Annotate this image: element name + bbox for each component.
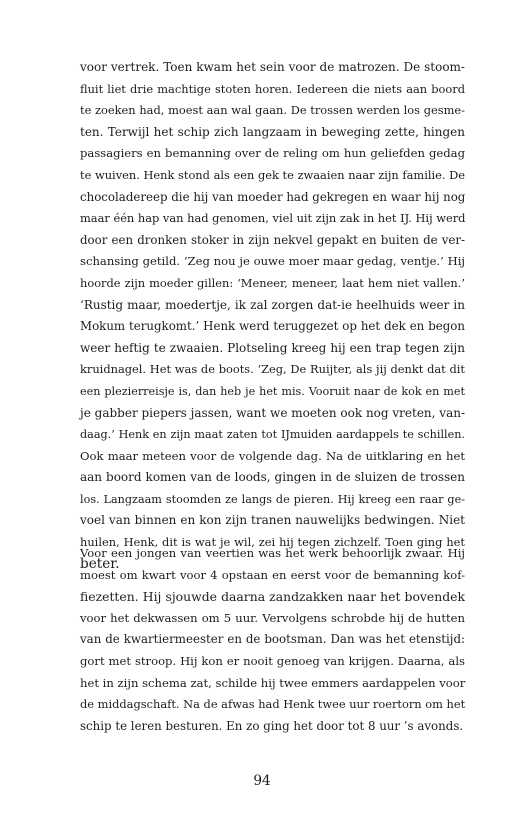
text-line: aan boord komen van de loods, gingen in de sluizen de trossen xyxy=(80,470,465,485)
text-line: maar één hap van had genomen, viel uit zijn zak in het IJ. Hij werd xyxy=(80,211,466,226)
text-line: de middagschaft. Na de afwas had Henk twee uur roertorn om het xyxy=(80,697,466,712)
text-line: hoorde zijn moeder gillen: ‘Meneer, meneer, laat hem niet vallen.’ xyxy=(80,275,465,290)
text-line: moest om kwart voor 4 opstaan en eerst voor de bemanning kof- xyxy=(80,567,465,582)
text-line: Voor een jongen van veertien was het werk behoorlijk zwaar. Hij xyxy=(80,546,465,560)
text-line: daag.’ Henk en zijn maat zaten tot IJmuiden aardappels te schillen. xyxy=(80,428,465,442)
text-line: fluit liet drie machtige stoten horen. Iedereen die niets aan boord xyxy=(80,81,465,96)
text-line: gort met stroop. Hij kon er nooit genoeg van krijgen. Daarna, als xyxy=(80,653,465,668)
text-line: te zoeken had, moest aan wal gaan. De trossen werden los gesme- xyxy=(80,103,465,118)
text-line: door een dronken stoker in zijn nekvel gepakt en buiten de ver- xyxy=(80,232,465,247)
page-number: 94 xyxy=(253,773,271,789)
text-line: je gabber piepers jassen, want we moeten ook nog vreten, van- xyxy=(80,405,466,420)
text-line: chocoladereep die hij van moeder had gekregen en waar hij nog xyxy=(80,189,466,204)
text-line: beter. xyxy=(80,555,120,572)
text-line: kruidnagel. Het was de boots. ‘Zeg, De Ruijter, als jij denkt dat dit xyxy=(80,362,465,377)
paragraph-1 xyxy=(80,57,465,575)
text-line: voor vertrek. Toen kwam het sein voor de matrozen. De stoom- xyxy=(80,60,465,74)
text-line: voel van binnen en kon zijn tranen nauwelijks bedwingen. Niet xyxy=(80,513,465,528)
text-line: Mokum terugkomt.’ Henk werd teruggezet op het dek en begon xyxy=(80,319,465,334)
text-line: het in zijn schema zat, schilde hij twee emmers aardappelen voor xyxy=(80,675,466,690)
text-line: ‘Rustig maar, moedertje, ik zal zorgen dat-ie heelhuids weer in xyxy=(80,297,465,312)
text-line: schip te leren besturen. En zo ging het door tot 8 uur ’s avonds. xyxy=(80,718,464,733)
paragraph-2 xyxy=(80,543,465,737)
text-line: Ook maar meteen voor de volgende dag. Na de uitklaring en het xyxy=(80,448,465,463)
text-line: van de kwartiermeester en de bootsman. Dan was het etenstijd: xyxy=(80,632,465,647)
text-line: ten. Terwijl het schip zich langzaam in beweging zette, hingen xyxy=(80,124,465,139)
text-line: een plezierreisje is, dan heb je het mis. Vooruit naar de kok en met xyxy=(80,384,465,398)
text-line: voor het dekwassen om 5 uur. Vervolgens schrobde hij de hutten xyxy=(80,610,465,625)
text-line: fiezetten. Hij sjouwde daarna zandzakken naar het bovendek xyxy=(80,589,465,605)
text-line: weer heftig te zwaaien. Plotseling kreeg hij een trap tegen zijn xyxy=(80,340,465,355)
text-line: passagiers en bemanning over de reling om hun geliefden gedag xyxy=(80,146,465,161)
text-line: los. Langzaam stoomden ze langs de pieren. Hij kreeg een raar ge- xyxy=(80,492,465,506)
text-line: schansing getild. ‘Zeg nou je ouwe moer maar gedag, ventje.’ Hij xyxy=(80,254,465,269)
text-line: te wuiven. Henk stond als een gek te zwaaien naar zijn familie. De xyxy=(80,167,465,182)
text-line: huilen, Henk, dit is wat je wil, zei hij tegen zichzelf. Toen ging het xyxy=(80,535,465,550)
